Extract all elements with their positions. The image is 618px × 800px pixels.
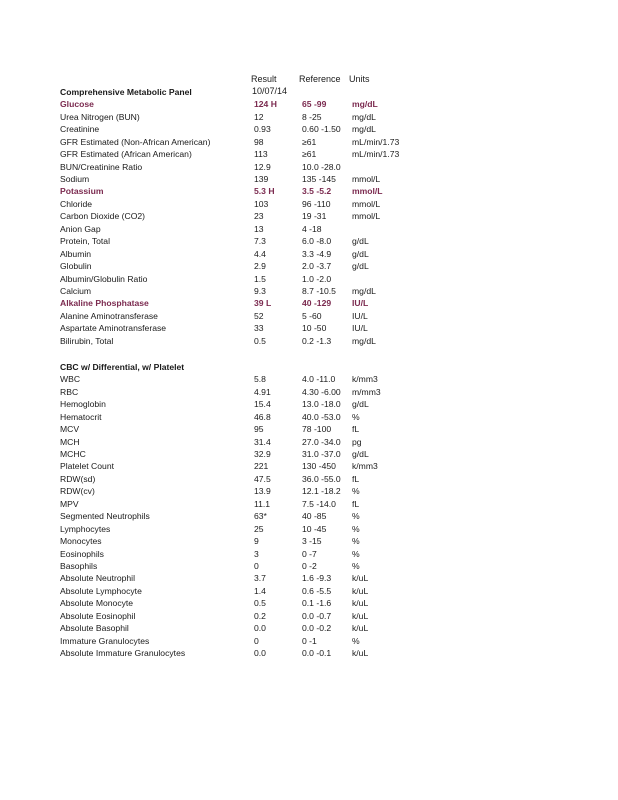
units-value: k/mm3 xyxy=(352,461,378,472)
table-row xyxy=(60,485,618,497)
test-name: Eosinophils xyxy=(60,548,104,559)
header-units: Units xyxy=(349,74,370,84)
reference-range: 10 -45 xyxy=(302,523,327,534)
test-name: GFR Estimated (African American) xyxy=(60,149,192,160)
table-row xyxy=(60,411,618,423)
units-value: k/uL xyxy=(352,648,369,659)
units-value: fL xyxy=(352,498,360,509)
test-name: WBC xyxy=(60,374,81,385)
reference-range: 0.6 -5.5 xyxy=(302,585,332,596)
units-value: k/mm3 xyxy=(352,374,378,385)
results-table xyxy=(60,373,618,659)
table-row xyxy=(60,161,618,173)
units-value: IU/L xyxy=(352,298,369,309)
reference-range: 27.0 -34.0 xyxy=(302,436,341,447)
units-value: k/uL xyxy=(352,610,369,621)
result-value: 0.5 xyxy=(254,335,266,346)
result-value: 0.2 xyxy=(254,610,266,621)
reference-range: 0.0 -0.1 xyxy=(302,648,332,659)
reference-range: 0 -1 xyxy=(302,635,317,646)
units-value: k/uL xyxy=(352,598,369,609)
units-value: pg xyxy=(352,436,362,447)
test-name: Sodium xyxy=(60,174,90,185)
test-name: Absolute Neutrophil xyxy=(60,573,136,584)
table-row xyxy=(60,148,618,160)
result-value: 3 xyxy=(254,548,259,559)
result-value: 98 xyxy=(254,136,264,147)
test-name: Albumin/Globulin Ratio xyxy=(60,273,148,284)
units-value: mg/dL xyxy=(352,285,376,296)
test-name: Chloride xyxy=(60,198,93,209)
table-row xyxy=(60,473,618,485)
units-value: mL/min/1.73 xyxy=(352,136,400,147)
result-value: 52 xyxy=(254,310,264,321)
test-name: GFR Estimated (Non-African American) xyxy=(60,136,211,147)
test-name: Absolute Eosinophil xyxy=(60,610,136,621)
reference-range: 0.2 -1.3 xyxy=(302,335,332,346)
reference-range: 40.0 -53.0 xyxy=(302,411,341,422)
result-value: 12.9 xyxy=(254,161,271,172)
table-row xyxy=(60,235,618,247)
result-value: 1.5 xyxy=(254,273,266,284)
result-value: 4.91 xyxy=(254,386,271,397)
test-name: Alanine Aminotransferase xyxy=(60,310,158,321)
reference-range: 0.1 -1.6 xyxy=(302,598,332,609)
table-row xyxy=(60,498,618,510)
table-row xyxy=(60,136,618,148)
reference-range: 12.1 -18.2 xyxy=(302,486,341,497)
reference-range: 31.0 -37.0 xyxy=(302,449,341,460)
table-row xyxy=(60,635,618,647)
result-value: 15.4 xyxy=(254,399,271,410)
units-value: g/dL xyxy=(352,236,369,247)
reference-range: 1.0 -2.0 xyxy=(302,273,332,284)
table-row xyxy=(60,373,618,385)
result-value: 5.8 xyxy=(254,374,266,385)
reference-range: 40 -129 xyxy=(302,298,332,309)
result-value: 95 xyxy=(254,424,264,435)
result-value: 5.3 H xyxy=(254,186,275,197)
table-row xyxy=(60,572,618,584)
table-row xyxy=(60,460,618,472)
result-value: 39 L xyxy=(254,298,272,309)
result-value: 124 H xyxy=(254,99,277,110)
units-value: fL xyxy=(352,424,360,435)
section-title: Comprehensive Metabolic Panel xyxy=(60,87,192,97)
units-value: g/dL xyxy=(352,248,369,259)
test-name: Protein, Total xyxy=(60,236,111,247)
reference-range: 6.0 -8.0 xyxy=(302,236,332,247)
result-value: 139 xyxy=(254,174,269,185)
reference-range: 1.6 -9.3 xyxy=(302,573,332,584)
table-row xyxy=(60,260,618,272)
section-cbc xyxy=(60,361,618,659)
table-row xyxy=(60,610,618,622)
test-name: Potassium xyxy=(60,186,104,197)
units-value: mmol/L xyxy=(352,211,381,222)
table-row xyxy=(60,248,618,260)
units-value: % xyxy=(352,511,360,522)
result-value: 9 xyxy=(254,536,259,547)
units-value: mg/dL xyxy=(352,111,376,122)
section-title: CBC w/ Differential, w/ Platelet xyxy=(60,362,185,372)
result-value: 32.9 xyxy=(254,449,271,460)
result-value: 47.5 xyxy=(254,473,271,484)
table-row xyxy=(60,111,618,123)
result-value: 113 xyxy=(254,149,268,160)
test-name: MCV xyxy=(60,424,80,435)
reference-range: 2.0 -3.7 xyxy=(302,261,332,272)
table-row xyxy=(60,123,618,135)
result-value: 2.9 xyxy=(254,261,266,272)
result-value: 33 xyxy=(254,323,264,334)
header-reference: Reference xyxy=(299,74,341,84)
units-value: mL/min/1.73 xyxy=(352,149,400,160)
units-value: % xyxy=(352,635,360,646)
report-date: 10/07/14 xyxy=(252,86,288,96)
units-value: mg/dL xyxy=(352,124,376,135)
table-row xyxy=(60,273,618,285)
table-row xyxy=(60,436,618,448)
test-name: Absolute Lymphocyte xyxy=(60,585,142,596)
units-value: k/uL xyxy=(352,573,369,584)
units-value: mmol/L xyxy=(352,174,381,185)
units-value: k/uL xyxy=(352,585,369,596)
result-value: 13.9 xyxy=(254,486,271,497)
units-value: % xyxy=(352,560,360,571)
table-row xyxy=(60,185,618,197)
table-row xyxy=(60,585,618,597)
reference-range: 135 -145 xyxy=(302,174,336,185)
result-value: 0 xyxy=(254,635,259,646)
reference-range: 10.0 -28.0 xyxy=(302,161,341,172)
test-name: Anion Gap xyxy=(60,223,101,234)
table-row xyxy=(60,322,618,334)
reference-range: 65 -99 xyxy=(302,99,327,110)
reference-range: 8 -25 xyxy=(302,111,322,122)
result-value: 13 xyxy=(254,223,264,234)
test-name: Creatinine xyxy=(60,124,100,135)
result-value: 11.1 xyxy=(254,498,271,509)
reference-range: 3.3 -4.9 xyxy=(302,248,332,259)
units-value: g/dL xyxy=(352,399,369,410)
table-row xyxy=(60,223,618,235)
test-name: Monocytes xyxy=(60,536,102,547)
result-value: 12 xyxy=(254,111,264,122)
test-name: Bilirubin, Total xyxy=(60,335,114,346)
result-value: 221 xyxy=(254,461,269,472)
reference-range: 0.60 -1.50 xyxy=(302,124,341,135)
result-value: 1.4 xyxy=(254,585,266,596)
section-cmp xyxy=(60,86,618,347)
test-name: Globulin xyxy=(60,261,92,272)
reference-range: 36.0 -55.0 xyxy=(302,473,341,484)
result-value: 0.93 xyxy=(254,124,271,135)
units-value: mg/dL xyxy=(352,99,378,110)
units-value: g/dL xyxy=(352,261,369,272)
table-row xyxy=(60,310,618,322)
table-row xyxy=(60,448,618,460)
table-row xyxy=(60,423,618,435)
result-value: 63* xyxy=(254,511,267,522)
test-name: RDW(cv) xyxy=(60,486,95,497)
result-value: 4.4 xyxy=(254,248,266,259)
result-value: 0 xyxy=(254,560,259,571)
reference-range: 4.0 -11.0 xyxy=(302,374,336,385)
test-name: Calcium xyxy=(60,285,92,296)
test-name: Aspartate Aminotransferase xyxy=(60,323,167,334)
test-name: Carbon Dioxide (CO2) xyxy=(60,211,146,222)
result-value: 0.0 xyxy=(254,623,266,634)
table-row xyxy=(60,647,618,659)
reference-range: 19 -31 xyxy=(302,211,327,222)
test-name: Alkaline Phosphatase xyxy=(60,298,149,309)
result-value: 25 xyxy=(254,523,264,534)
test-name: Basophils xyxy=(60,560,98,571)
table-row xyxy=(60,335,618,347)
units-value: mmol/L xyxy=(352,198,381,209)
header-result: Result xyxy=(251,74,277,84)
table-row xyxy=(60,622,618,634)
units-value: IU/L xyxy=(352,323,368,334)
table-row xyxy=(60,535,618,547)
reference-range: 0.0 -0.2 xyxy=(302,623,332,634)
result-value: 0.0 xyxy=(254,648,266,659)
test-name: BUN/Creatinine Ratio xyxy=(60,161,143,172)
reference-range: 0 -2 xyxy=(302,560,317,571)
reference-range: 3.5 -5.2 xyxy=(302,186,332,197)
test-name: MCHC xyxy=(60,449,86,460)
table-row xyxy=(60,297,618,309)
table-row xyxy=(60,597,618,609)
test-name: Hematocrit xyxy=(60,411,102,422)
reference-range: 78 -100 xyxy=(302,424,332,435)
test-name: Segmented Neutrophils xyxy=(60,511,150,522)
result-value: 7.3 xyxy=(254,236,266,247)
table-row xyxy=(60,560,618,572)
units-value: m/mm3 xyxy=(352,386,381,397)
units-value: g/dL xyxy=(352,449,369,460)
result-value: 103 xyxy=(254,198,269,209)
units-value: % xyxy=(352,411,360,422)
result-value: 23 xyxy=(254,211,264,222)
reference-range: ≥61 xyxy=(302,149,317,160)
result-value: 9.3 xyxy=(254,285,266,296)
test-name: RBC xyxy=(60,386,79,397)
units-value: % xyxy=(352,536,360,547)
reference-range: 4.30 -6.00 xyxy=(302,386,341,397)
table-row xyxy=(60,210,618,222)
units-value: fL xyxy=(352,473,360,484)
test-name: Albumin xyxy=(60,248,92,259)
table-row xyxy=(60,398,618,410)
units-value: IU/L xyxy=(352,310,368,321)
test-name: Platelet Count xyxy=(60,461,114,472)
table-row xyxy=(60,510,618,522)
units-value: mmol/L xyxy=(352,186,383,197)
reference-range: 0.0 -0.7 xyxy=(302,610,332,621)
table-row xyxy=(60,548,618,560)
reference-range: 40 -85 xyxy=(302,511,327,522)
result-value: 31.4 xyxy=(254,436,271,447)
test-name: Absolute Immature Granulocytes xyxy=(60,648,186,659)
reference-range: 4 -18 xyxy=(302,223,322,234)
units-value: % xyxy=(352,548,360,559)
reference-range: 5 -60 xyxy=(302,310,322,321)
units-value: % xyxy=(352,486,360,497)
test-name: Absolute Basophil xyxy=(60,623,129,634)
test-name: RDW(sd) xyxy=(60,473,96,484)
reference-range: 130 -450 xyxy=(302,461,336,472)
units-value: k/uL xyxy=(352,623,369,634)
units-value: % xyxy=(352,523,360,534)
result-value: 0.5 xyxy=(254,598,266,609)
test-name: Hemoglobin xyxy=(60,399,106,410)
table-row xyxy=(60,285,618,297)
test-name: Lymphocytes xyxy=(60,523,111,534)
table-row xyxy=(60,198,618,210)
reference-range: 3 -15 xyxy=(302,536,322,547)
test-name: Absolute Monocyte xyxy=(60,598,134,609)
result-value: 3.7 xyxy=(254,573,266,584)
reference-range: 8.7 -10.5 xyxy=(302,285,336,296)
reference-range: 7.5 -14.0 xyxy=(302,498,336,509)
result-value: 46.8 xyxy=(254,411,271,422)
reference-range: ≥61 xyxy=(302,136,317,147)
reference-range: 10 -50 xyxy=(302,323,327,334)
test-name: Urea Nitrogen (BUN) xyxy=(60,111,140,122)
reference-range: 96 -110 xyxy=(302,198,331,209)
test-name: Glucose xyxy=(60,99,94,110)
test-name: Immature Granulocytes xyxy=(60,635,150,646)
units-value: mg/dL xyxy=(352,335,376,346)
table-row xyxy=(60,173,618,185)
test-name: MPV xyxy=(60,498,79,509)
test-name: MCH xyxy=(60,436,80,447)
reference-range: 13.0 -18.0 xyxy=(302,399,341,410)
results-table xyxy=(60,98,618,347)
reference-range: 0 -7 xyxy=(302,548,317,559)
table-row xyxy=(60,386,618,398)
table-row xyxy=(60,523,618,535)
table-row xyxy=(60,98,618,110)
